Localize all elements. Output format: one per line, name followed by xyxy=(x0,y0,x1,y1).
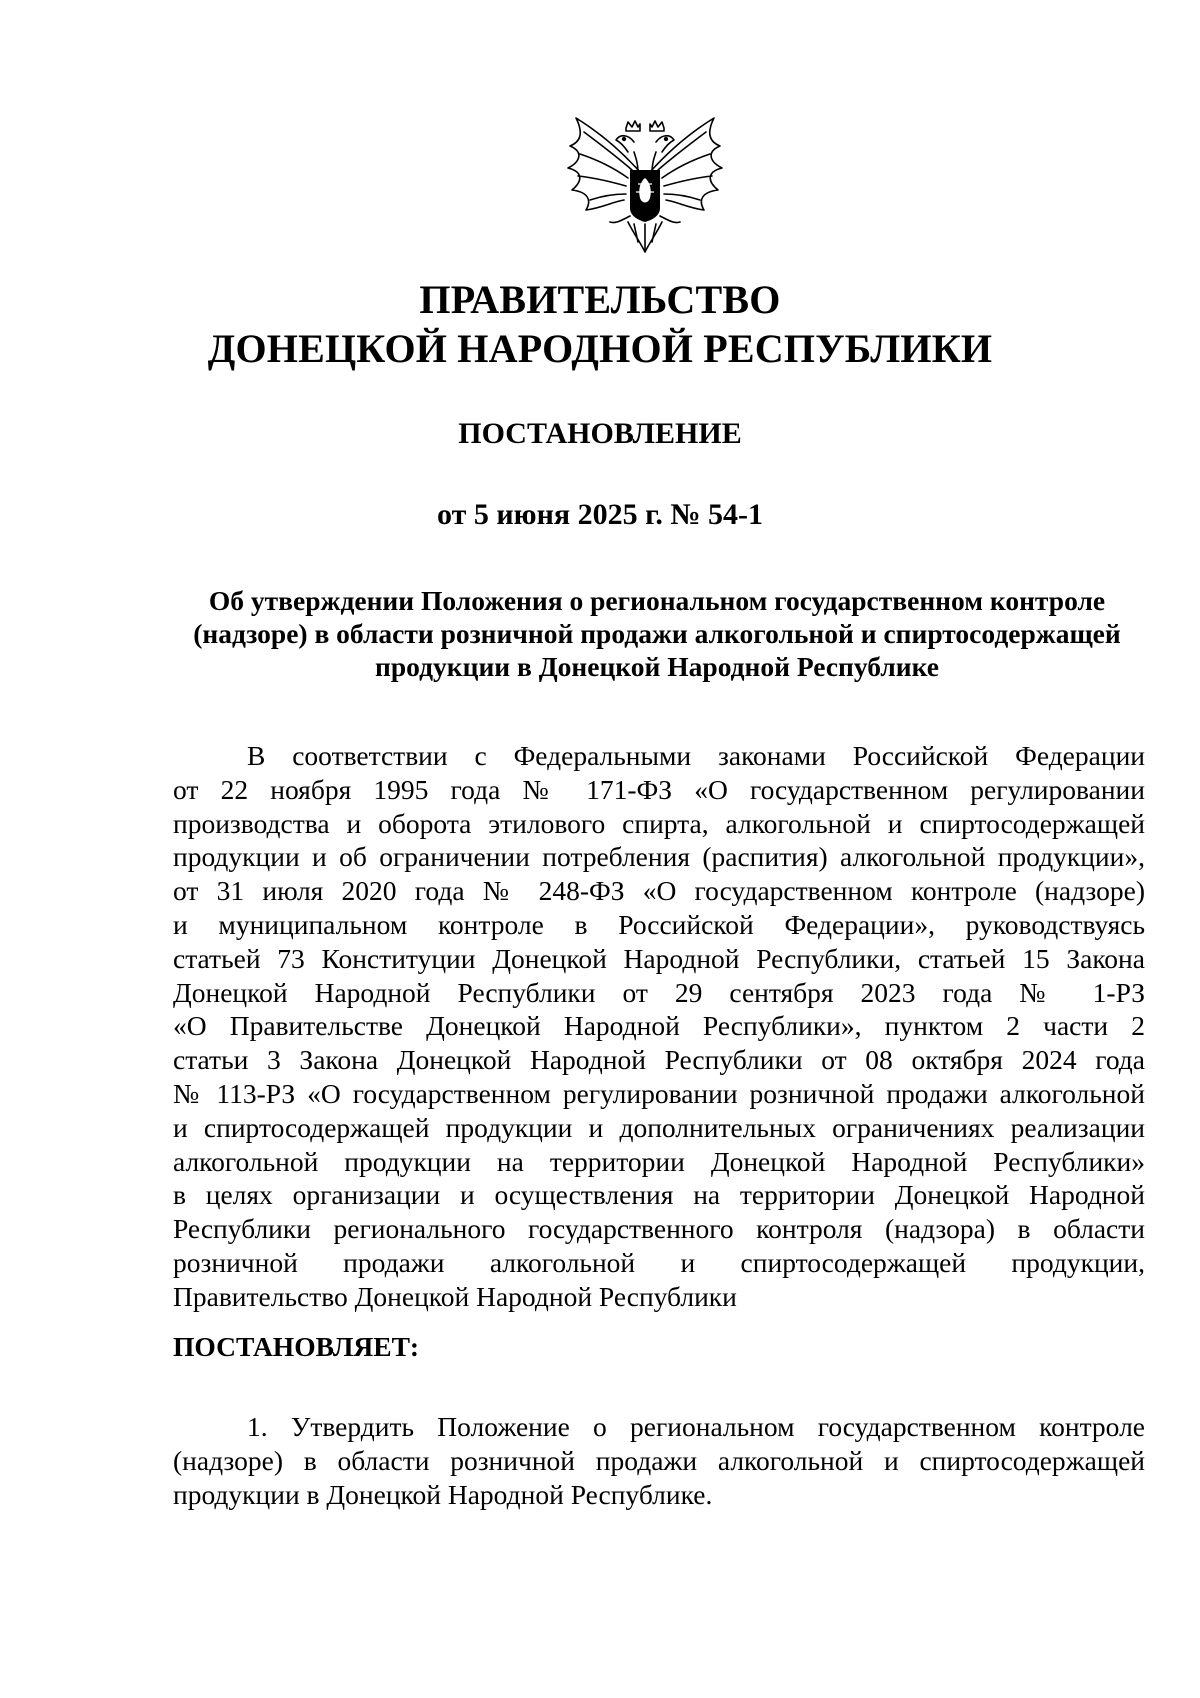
document-date-number: от 5 июня 2025 г. № 54-1 xyxy=(437,498,763,531)
subject-line: продукции в Донецкой Народной Республике xyxy=(375,651,939,682)
subject-line: Об утверждении Положения о региональном государственном контроле xyxy=(208,585,1106,616)
preamble-paragraph xyxy=(173,739,1145,1314)
preamble-line: В соответствии с Федеральными законами Российской Федерации xyxy=(247,740,1145,771)
preamble-line: и муниципальном контроле в Российской Федерации», руководствуясь xyxy=(173,908,1145,940)
subject-line: (надзоре) в области розничной продажи алкогольной и спиртосодержащей xyxy=(193,618,1121,649)
preamble-line: Республики регионального государственного контроля (надзора) в области xyxy=(173,1213,1145,1245)
preamble-line: и спиртосодержащей продукции и дополнительных ограничениях реализации xyxy=(173,1111,1145,1143)
document-subject xyxy=(170,584,1144,683)
preamble-line: розничной продажи алкогольной и спиртосодержащей продукции, xyxy=(173,1246,1145,1278)
preamble-line: статьи 3 Закона Донецкой Народной Республики от 08 октября 2024 года xyxy=(173,1044,1145,1076)
item-line: продукции в Донецкой Народной Республике. xyxy=(173,1478,713,1510)
preamble-line: алкогольной продукции на территории Донецкой Народной Республики» xyxy=(173,1145,1145,1177)
government-title-line1: ПРАВИТЕЛЬСТВО xyxy=(419,277,781,322)
preamble-line: производства и оборота этилового спирта, алкогольной и спиртосодержащей xyxy=(173,807,1145,839)
preamble-line: от 22 ноября 1995 года № 171-ФЗ «О государственном регулировании xyxy=(173,773,1145,805)
coat-of-arms-icon xyxy=(562,112,728,260)
document-type: ПОСТАНОВЛЕНИЕ xyxy=(458,417,742,450)
resolution-item-1 xyxy=(173,1410,1145,1511)
item-line: (надзоре) в области розничной продажи алкогольной и спиртосодержащей xyxy=(173,1444,1145,1476)
item-line: 1. Утвердить Положение о региональном государственном контроле xyxy=(247,1411,1145,1442)
preamble-line: «О Правительстве Донецкой Народной Республики», пунктом 2 части 2 xyxy=(173,1010,1145,1042)
resolves-heading: ПОСТАНОВЛЯЕТ: xyxy=(173,1331,420,1362)
preamble-line: продукции и об ограничении потребления (распития) алкогольной продукции», xyxy=(173,841,1145,873)
preamble-line: от 31 июля 2020 года № 248-ФЗ «О государственном контроле (надзоре) xyxy=(173,875,1145,907)
government-title-line2: ДОНЕЦКОЙ НАРОДНОЙ РЕСПУБЛИКИ xyxy=(207,326,993,371)
preamble-line: в целях организации и осуществления на территории Донецкой Народной xyxy=(173,1179,1145,1211)
preamble-line: статьей 73 Конституции Донецкой Народной Республики, статьей 15 Закона xyxy=(173,942,1145,974)
preamble-line: Донецкой Народной Республики от 29 сентября 2023 года № 1-РЗ xyxy=(173,976,1145,1008)
preamble-line: № 113-РЗ «О государственном регулировании розничной продажи алкогольной xyxy=(173,1077,1145,1109)
preamble-line: Правительство Донецкой Народной Республики xyxy=(173,1280,737,1312)
